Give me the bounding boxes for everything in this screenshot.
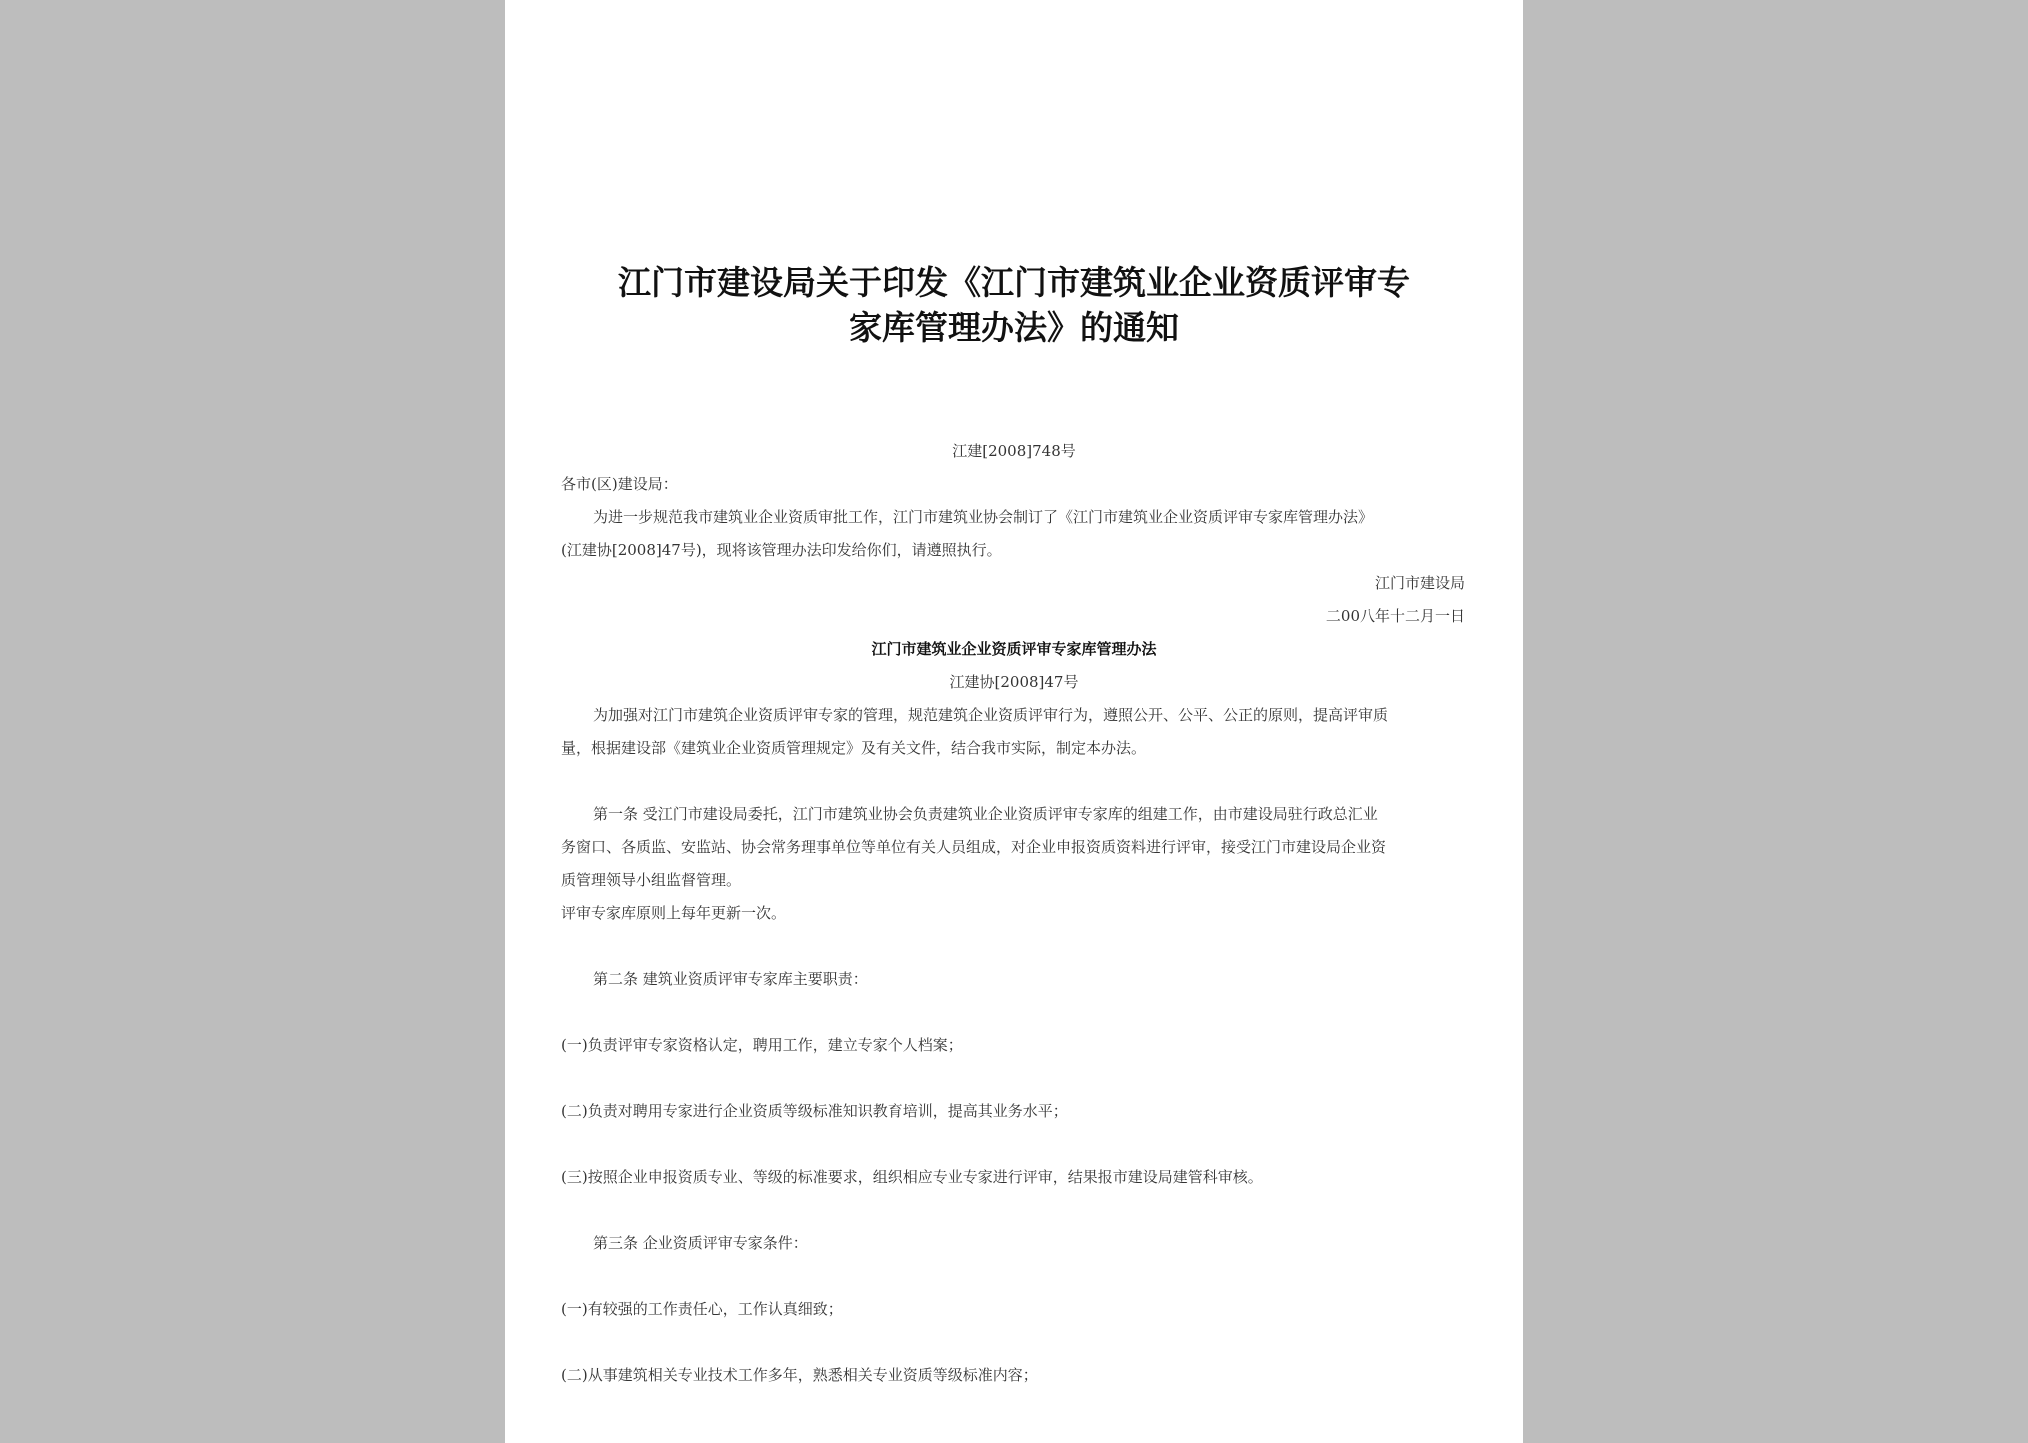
salutation: 各市(区)建设局： — [561, 475, 678, 493]
sub-number: 江建协[2008]47号 — [949, 673, 1079, 691]
article-1-line-1: 第一条 受江门市建设局委托，江门市建筑业协会负责建筑业企业资质评审专家库的组建工作，由市建设局驻行政总汇业 — [593, 805, 1378, 823]
intro-line-1: 为进一步规范我市建筑业企业资质审批工作，江门市建筑业协会制订了《江门市建筑业企业资质评审专家库管理办法》 — [593, 508, 1374, 526]
article-3-item-1: (一)有较强的工作责任心，工作认真细致； — [561, 1300, 843, 1318]
title-line-1: 江门市建设局关于印发《江门市建筑业企业资质评审专 — [618, 263, 1410, 302]
article-2-title: 第二条 建筑业资质评审专家库主要职责： — [593, 970, 868, 988]
subtitle: 江门市建筑业企业资质评审专家库管理办法 — [871, 640, 1157, 658]
article-2-item-1: (一)负责评审专家资格认定，聘用工作，建立专家个人档案； — [561, 1036, 963, 1054]
article-3-title: 第三条 企业资质评审专家条件： — [593, 1234, 808, 1252]
article-2-item-2: (二)负责对聘用专家进行企业资质等级标准知识教育培训，提高其业务水平； — [561, 1102, 1068, 1120]
issuer: 江门市建设局 — [1374, 574, 1465, 592]
title-line-2: 家库管理办法》的通知 — [849, 308, 1179, 347]
document-page — [505, 0, 1523, 1443]
issue-date: 二00八年十二月一日 — [1325, 607, 1465, 625]
article-1-line-3: 质管理领导小组监督管理。 — [561, 871, 742, 889]
preamble-line-1: 为加强对江门市建筑企业资质评审专家的管理，规范建筑企业资质评审行为，遵照公开、公平、公正的原则，提高评审质 — [593, 706, 1389, 724]
article-2-item-3: (三)按照企业申报资质专业、等级的标准要求，组织相应专业专家进行评审，结果报市建设局建管科审核。 — [561, 1168, 1263, 1186]
intro-line-2: (江建协[2008]47号)，现将该管理办法印发给你们，请遵照执行。 — [561, 541, 1002, 559]
article-1-line-4: 评审专家库原则上每年更新一次。 — [561, 904, 787, 922]
document-number: 江建[2008]748号 — [952, 442, 1076, 460]
preamble-line-2: 量，根据建设部《建筑业企业资质管理规定》及有关文件，结合我市实际，制定本办法。 — [561, 739, 1147, 757]
document-title — [505, 260, 1523, 350]
article-3-item-2: (二)从事建筑相关专业技术工作多年，熟悉相关专业资质等级标准内容； — [561, 1366, 1038, 1384]
article-1-line-2: 务窗口、各质监、安监站、协会常务理事单位等单位有关人员组成，对企业申报资质资料进行评审，接受江门市建设局企业资 — [561, 838, 1387, 856]
